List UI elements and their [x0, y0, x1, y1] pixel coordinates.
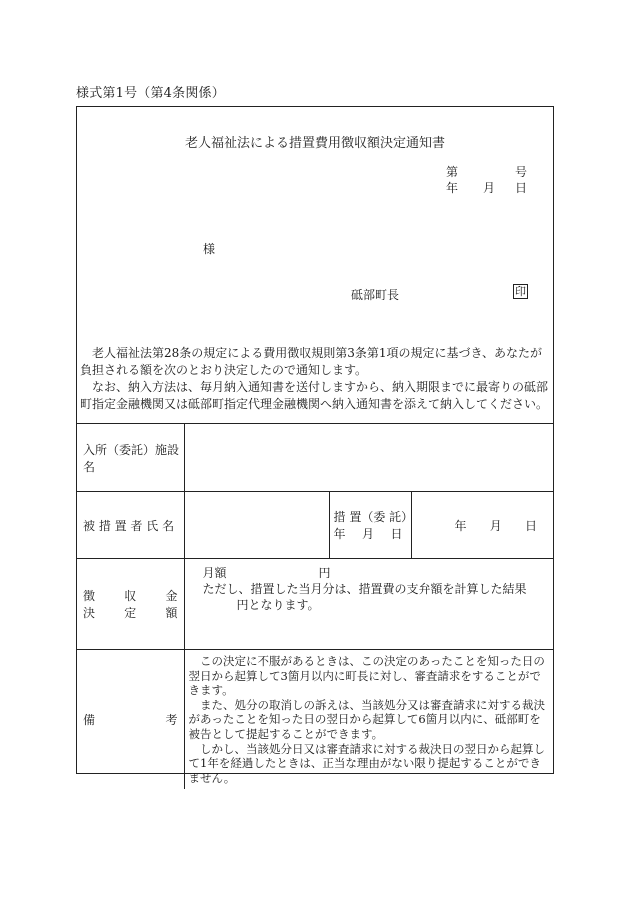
amount-note: ただし、措置した当月分は、措置費の支弁額を計算した結果 [202, 582, 527, 596]
remarks-label-char: 考 [165, 713, 178, 728]
number-label: 第 [446, 165, 459, 179]
facility-value[interactable] [184, 424, 553, 492]
measure-date-year: 年 [454, 518, 467, 533]
date-month: 月 [483, 181, 496, 195]
issuer-name: 砥部町長 [351, 288, 400, 302]
facility-label: 入所（委託）施設名 [77, 424, 184, 492]
remarks-paragraph-1: この決定に不服があるときは、この決定のあったことを知った日の翌日から起算して3箇月以内に町長に対し、審査請求をすることができます。 [188, 654, 545, 698]
amount-label-char: 収 [124, 589, 137, 603]
details-table [77, 423, 553, 789]
measure-label-month: 月 [361, 527, 374, 541]
amount-label-char: 決 [83, 606, 96, 620]
measure-label-year: 年 [333, 527, 346, 541]
remarks-paragraph-3: しかし、当該処分日又は審査請求に対する裁決日の翌日から起算して1年を経過したときは、正当な理由がない限り提起することができません。 [188, 741, 545, 785]
remarks-label-char: 備 [83, 713, 96, 728]
amount-row [77, 559, 553, 650]
amount-label-char: 額 [165, 606, 178, 620]
amount-label-char: 定 [124, 606, 137, 620]
amount-note-end: 円となります。 [236, 598, 320, 612]
seal-mark: 印 [515, 285, 526, 298]
amount-monthly-label: 月額 [202, 566, 227, 580]
body-paragraph-2: なお、納入方法は、毎月納入通知書を送付しますから、納入期限までに最寄りの砥部町指定金融機関又は砥部町指定代理金融機関へ納入通知書を添えて納入してください。 [80, 380, 549, 411]
remarks-text [184, 650, 553, 790]
facility-row [77, 424, 553, 492]
amount-value [184, 559, 553, 650]
remarks-paragraph-2: また、処分の取消しの訴えは、当該処分又は審査請求に対する裁決があったことを知った日の翌日から起算して6箇月以内に、砥部町を被告として提起することができます。 [188, 697, 545, 741]
amount-label [77, 559, 184, 650]
document-title: 老人福祉法による措置費用徴収額決定通知書 [184, 136, 445, 151]
person-value[interactable] [184, 492, 329, 559]
measure-label [329, 492, 414, 559]
measure-label-line1: 措 置（委 託） [333, 510, 414, 524]
form-number-label: 様式第1号（第4条関係） [76, 86, 225, 101]
notice-body [80, 345, 549, 413]
amount-label-char: 徴 [83, 589, 96, 603]
measure-date-month: 月 [489, 518, 502, 533]
remarks-label [77, 650, 184, 790]
date-year: 年 [446, 181, 459, 195]
measure-date[interactable] [411, 492, 553, 559]
number-suffix: 号 [515, 165, 528, 179]
person-row [77, 492, 553, 559]
person-label: 被 措 置 者 氏 名 [77, 492, 184, 559]
amount-label-char: 金 [165, 589, 178, 603]
date-day: 日 [515, 181, 528, 195]
measure-label-day: 日 [390, 527, 403, 541]
body-paragraph-1: 老人福祉法第28条の規定による費用徴収規則第3条第1項の規定に基づき、あなたが負担される額を次のとおり決定したので通知します。 [80, 346, 543, 377]
remarks-row [77, 650, 553, 790]
notice-frame [76, 106, 554, 785]
addressee-suffix: 様 [203, 242, 216, 256]
measure-date-day: 日 [525, 518, 538, 533]
amount-yen: 円 [318, 566, 331, 580]
